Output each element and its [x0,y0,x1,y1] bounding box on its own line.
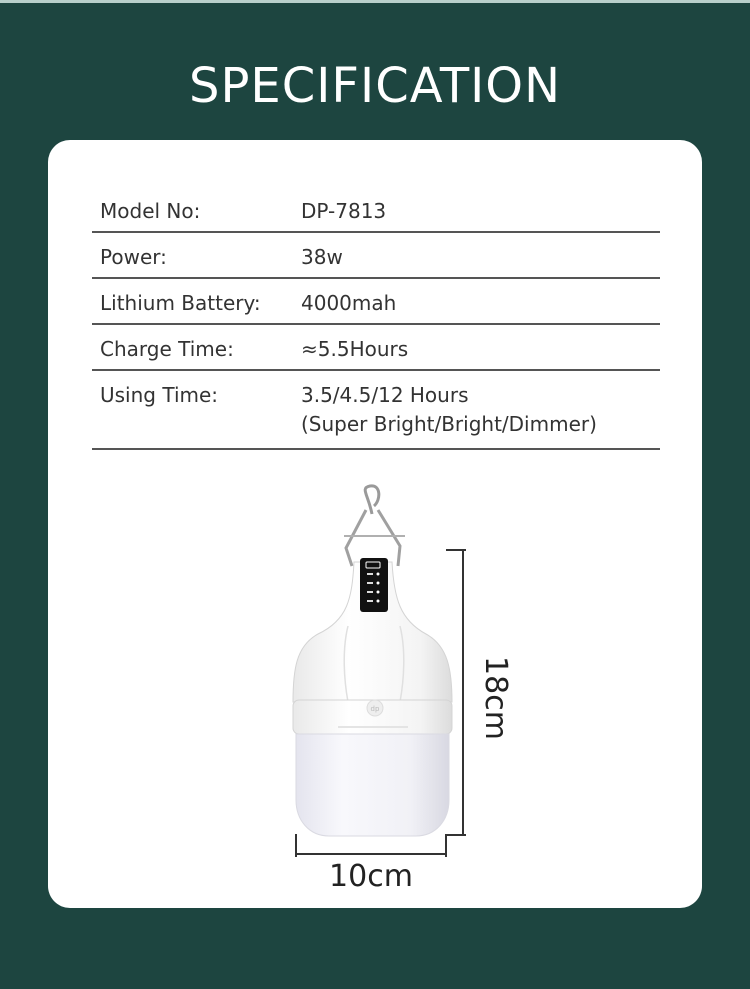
spec-row-charge-time [92,335,660,371]
spec-value-line2: (Super Bright/Bright/Dimmer) [301,412,597,436]
spec-card [48,140,702,908]
spec-value: DP-7813 [301,199,387,223]
product-illustration [48,480,702,910]
spec-row-using-time [92,381,660,450]
spec-value: 38w [301,245,343,269]
page-title: SPECIFICATION [189,58,561,114]
spec-value: ≈5.5Hours [301,337,409,361]
spec-row-power [92,243,660,279]
spec-label: Model No: [100,199,201,223]
svg-text:dp: dp [370,705,380,713]
spec-label: Charge Time: [100,337,234,361]
spec-value: 4000mah [301,291,397,315]
width-label: 10cm [329,859,413,894]
spec-label: Lithium Battery: [100,291,261,315]
spec-row-battery [92,289,660,325]
spec-table [92,197,660,460]
spec-value-line1: 3.5/4.5/12 Hours [301,383,469,407]
product-figure [48,480,702,910]
spec-label: Using Time: [100,383,219,407]
lamp-bulb-image [293,486,452,836]
spec-label: Power: [100,245,167,269]
height-label: 18cm [478,656,513,740]
spec-value [301,381,660,439]
width-dimension [296,834,446,894]
spec-row-model [92,197,660,233]
height-dimension [446,550,513,835]
top-accent-line [0,0,750,3]
